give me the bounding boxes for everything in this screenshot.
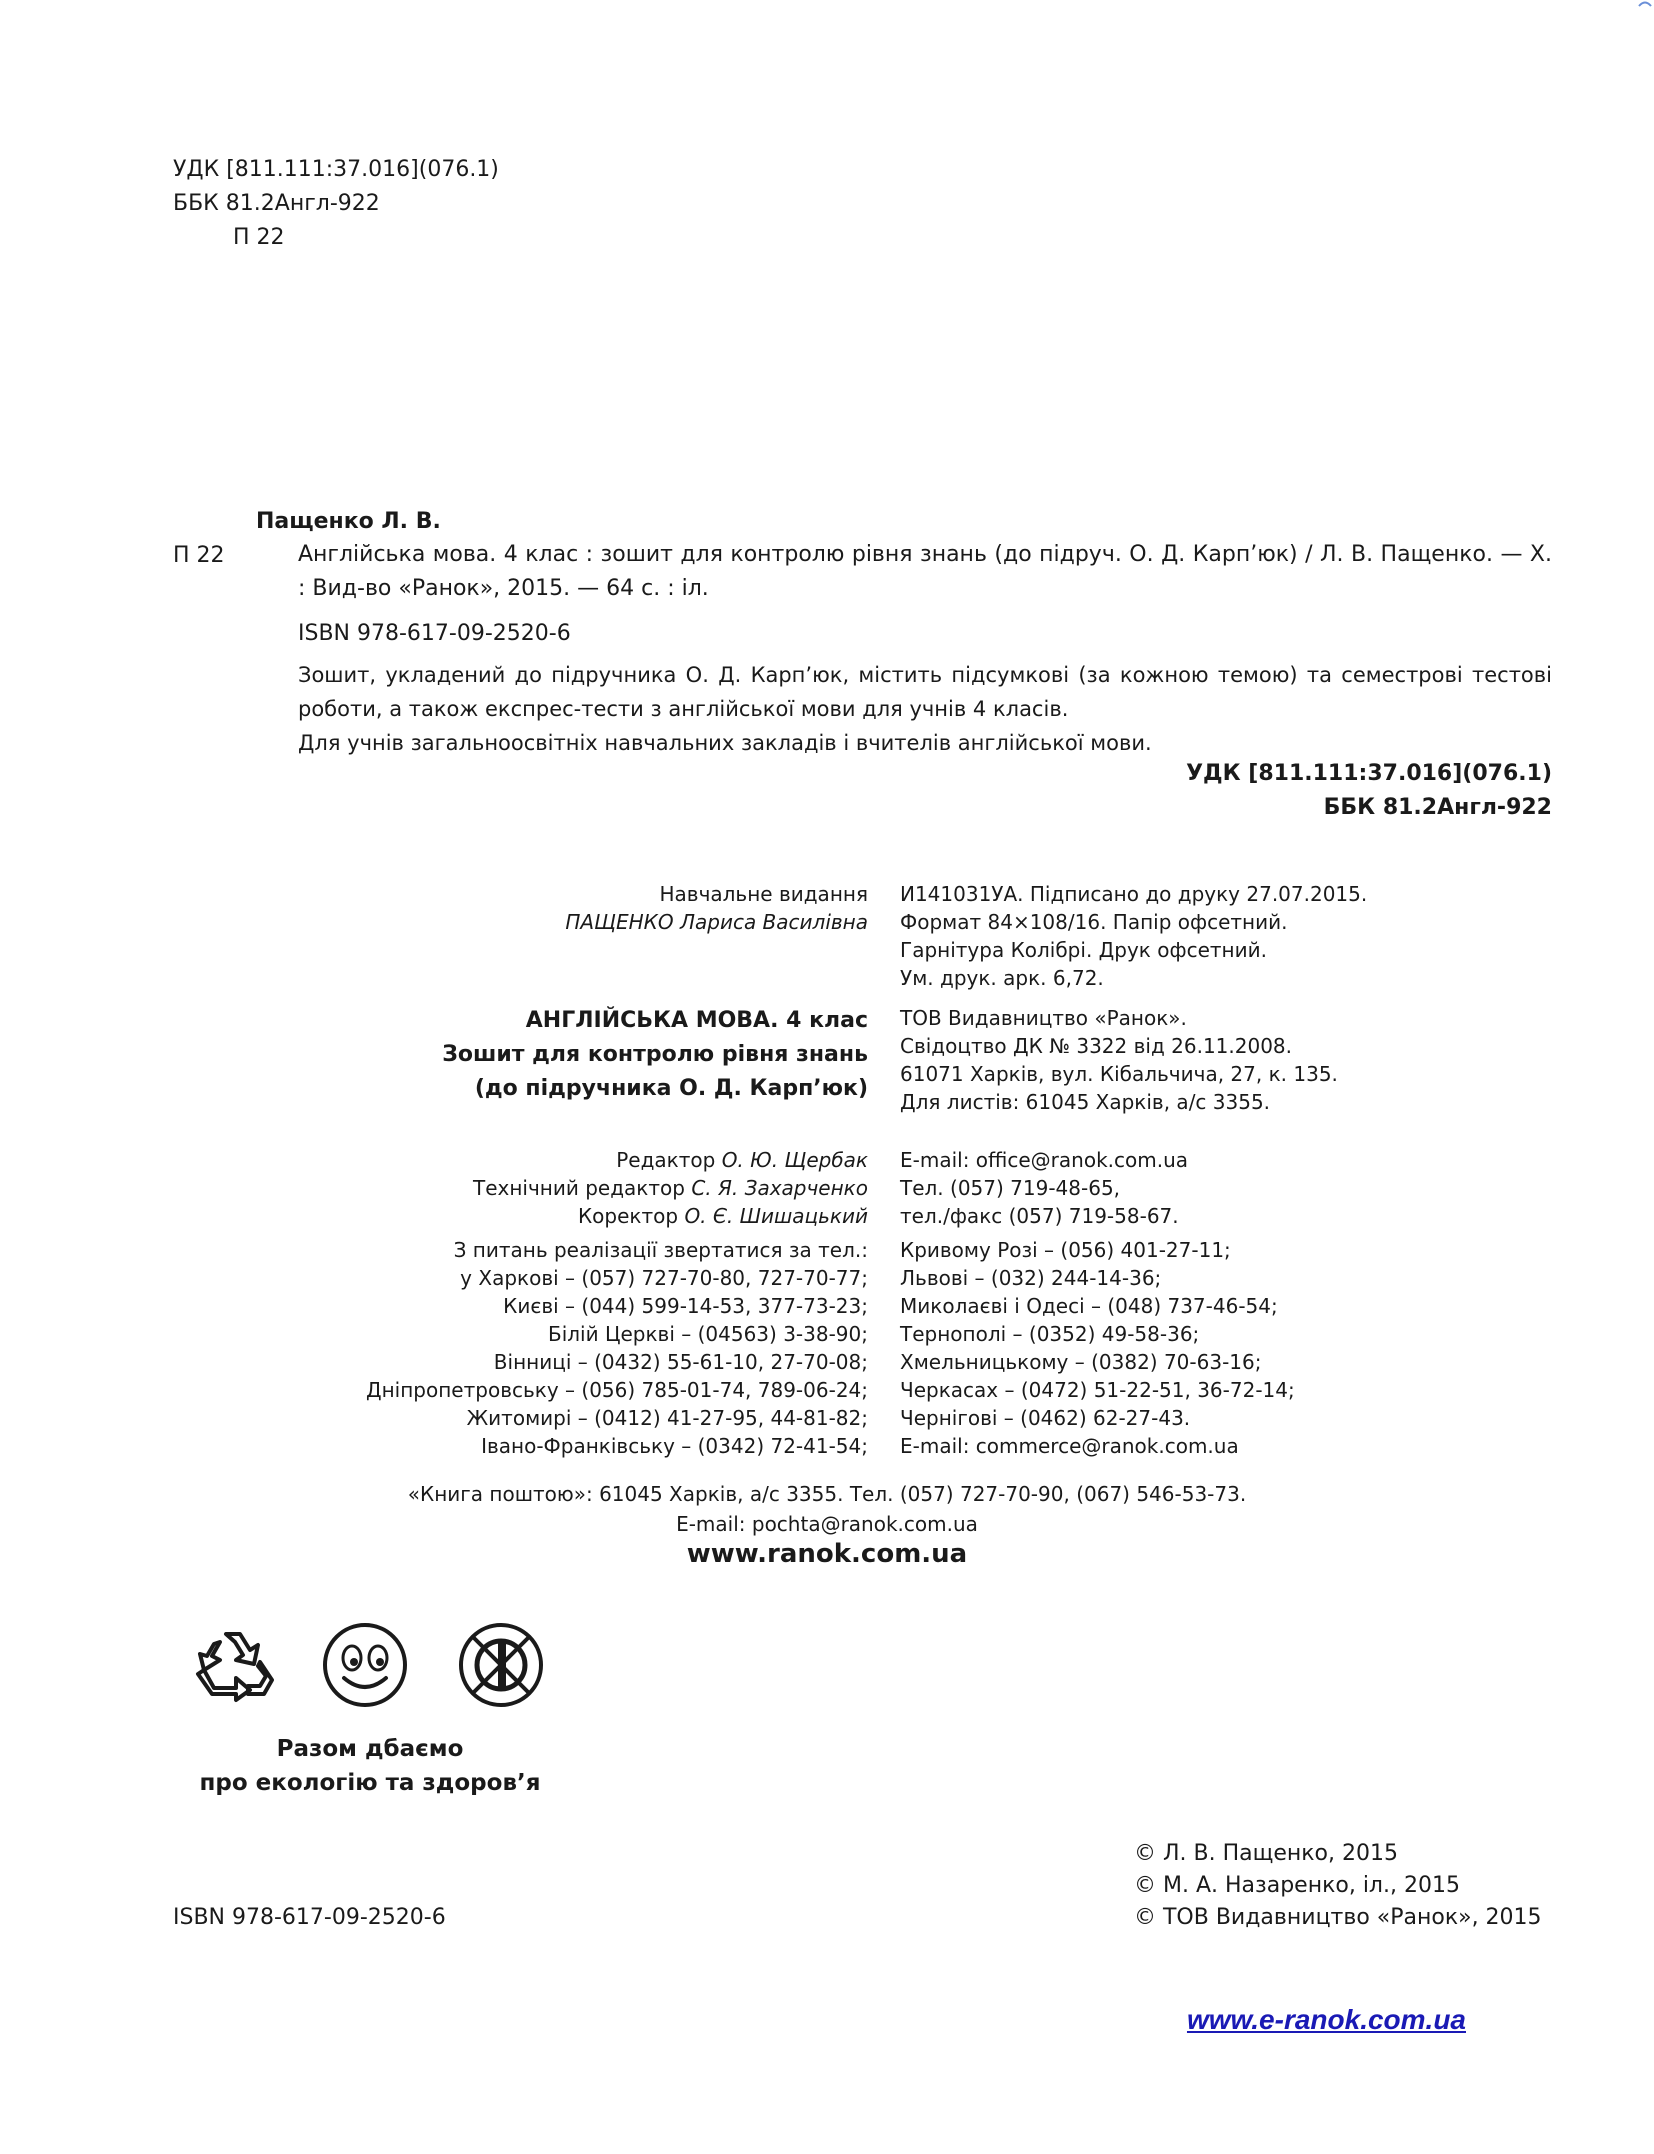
city-phone: Черкасах – (0472) 51-22-51, 36-72-14; — [900, 1378, 1295, 1402]
contact-email: E-mail: office@ranok.com.ua — [900, 1148, 1189, 1172]
book-title-line-2: Зошит для контролю рівня знань — [442, 1042, 868, 1067]
copyright-line: © ТОВ Видавництво «Ранок», 2015 — [1134, 1905, 1542, 1930]
print-line: Гарнітура Колібрі. Друк офсетний. — [900, 938, 1267, 962]
isbn-bottom: ISBN 978-617-09-2520-6 — [173, 1905, 446, 1930]
book-title-line-3: (до підручника О. Д. Карп’юк) — [474, 1076, 868, 1101]
annotation-para-1: Зошит, укладений до підручника О. Д. Карп’юк, містить підсумкові (за кожною темою) та семестрові тестові роботи, а також експрес-тести з англійської мови для учнів 4 класів. — [298, 663, 1552, 721]
sales-heading: З питань реалізації звертатися за тел.: — [453, 1238, 868, 1262]
publisher-line: Свідоцтво ДК № 3322 від 26.11.2008. — [900, 1034, 1293, 1058]
bbk-right: ББК 81.2Англ-922 — [1323, 795, 1552, 820]
contact-phone: Тел. (057) 719-48-65, — [900, 1176, 1121, 1200]
eco-caption-line-2: про екологію та здоров’я — [199, 1770, 541, 1796]
author-full-name: ПАЩЕНКО Лариса Василівна — [565, 910, 868, 934]
city-phone: Білій Церкві – (04563) 3-38-90; — [547, 1322, 868, 1346]
city-phone: Миколаєві і Одесі – (048) 737-46-54; — [900, 1294, 1278, 1318]
udk-right: УДК [811.111:37.016](076.1) — [1186, 761, 1552, 786]
udk-top: УДК [811.111:37.016](076.1) — [173, 157, 499, 182]
book-title-line-1: АНГЛІЙСЬКА МОВА. 4 клас — [525, 1008, 868, 1033]
publisher-line: 61071 Харків, вул. Кібальчича, 27, к. 135. — [900, 1062, 1338, 1086]
city-phone: Житомирі – (0412) 41-27-95, 44-81-82; — [466, 1406, 868, 1430]
commerce-email: E-mail: commerce@ranok.com.ua — [900, 1434, 1239, 1458]
edition-info — [228, 880, 868, 936]
post-order: «Книга поштою»: 61045 Харків, а/с 3355. Тел. (057) 727-70-90, (067) 546-53-73. — [407, 1482, 1247, 1506]
city-phone: Львові – (032) 244-14-36; — [900, 1266, 1162, 1290]
city-phone: Тернополі – (0352) 49-58-36; — [900, 1322, 1200, 1346]
publisher-line: ТОВ Видавництво «Ранок». — [900, 1006, 1187, 1030]
footer-website-link[interactable]: www.e-ranok.com.ua — [1186, 2004, 1466, 2035]
bib-isbn: ISBN 978-617-09-2520-6 — [298, 621, 571, 646]
sales-cities-left — [228, 1236, 868, 1460]
book-title-block — [228, 1004, 868, 1106]
website: www.ranok.com.ua — [686, 1539, 968, 1569]
city-phone: Кривому Розі – (056) 401-27-11; — [900, 1238, 1231, 1262]
corner-mark-icon — [1638, 0, 1652, 8]
eco-caption — [150, 1732, 590, 1800]
sales-cities-right — [900, 1236, 1460, 1460]
annotation-para-2: Для учнів загальноосвітніх навчальних закладів і вчителів англійської мови. — [298, 731, 1152, 755]
city-phone: Хмельницькому – (0382) 70-63-16; — [900, 1350, 1262, 1374]
smiley-icon — [320, 1620, 410, 1710]
staff-tech-editor: Технічний редактор С. Я. Захарченко — [472, 1176, 868, 1200]
staff-list — [228, 1146, 868, 1230]
staff-proofreader: Коректор О. Є. Шишацький — [577, 1204, 868, 1228]
publisher-line: Для листів: 61045 Харків, а/с 3355. — [900, 1090, 1271, 1114]
print-line: Ум. друк. арк. 6,72. — [900, 966, 1104, 990]
post-email: E-mail: pochta@ranok.com.ua — [676, 1512, 978, 1536]
eco-caption-line-1: Разом дбаємо — [276, 1736, 464, 1762]
author-code-top: П 22 — [233, 225, 285, 250]
bib-entry: Англійська мова. 4 клас : зошит для контролю рівня знань (до підруч. О. Д. Карп’юк) / Л. В. Пащенко. — Х. : Вид-во «Ранок», 2015. — 64 с. : іл. — [298, 542, 1552, 601]
print-line: Формат 84×108/16. Папір офсетний. — [900, 910, 1288, 934]
city-phone: у Харкові – (057) 727-70-80, 727-70-77; — [460, 1266, 868, 1290]
city-phone: Вінниці – (0432) 55-61-10, 27-70-08; — [493, 1350, 868, 1374]
bib-author: Пащенко Л. В. — [256, 509, 441, 534]
copyright-line: © М. А. Назаренко, іл., 2015 — [1134, 1873, 1460, 1898]
contacts — [900, 1146, 1460, 1230]
city-phone: Києві – (044) 599-14-53, 377-73-23; — [503, 1294, 868, 1318]
bib-annotation — [298, 658, 1552, 760]
publisher-details — [900, 1004, 1460, 1116]
bib-code: П 22 — [173, 543, 225, 568]
city-phone: Чернігові – (0462) 62-27-43. — [900, 1406, 1191, 1430]
bbk-top: ББК 81.2Англ-922 — [173, 191, 380, 216]
staff-editor: Редактор О. Ю. Щербак — [616, 1148, 868, 1172]
city-phone: Івано-Франківську – (0342) 72-41-54; — [481, 1434, 868, 1458]
recycle-icon — [192, 1620, 282, 1710]
copyright-block — [1134, 1838, 1542, 1934]
contact-fax: тел./факс (057) 719-58-67. — [900, 1204, 1179, 1228]
city-phone: Дніпропетровську – (056) 785-01-74, 789-06-24; — [365, 1378, 868, 1402]
copyright-line: © Л. В. Пащенко, 2015 — [1134, 1841, 1398, 1866]
edition-type: Навчальне видання — [659, 882, 868, 906]
print-details — [900, 880, 1460, 992]
no-bleach-icon — [456, 1620, 546, 1710]
print-line: И141031УА. Підписано до друку 27.07.2015. — [900, 882, 1368, 906]
